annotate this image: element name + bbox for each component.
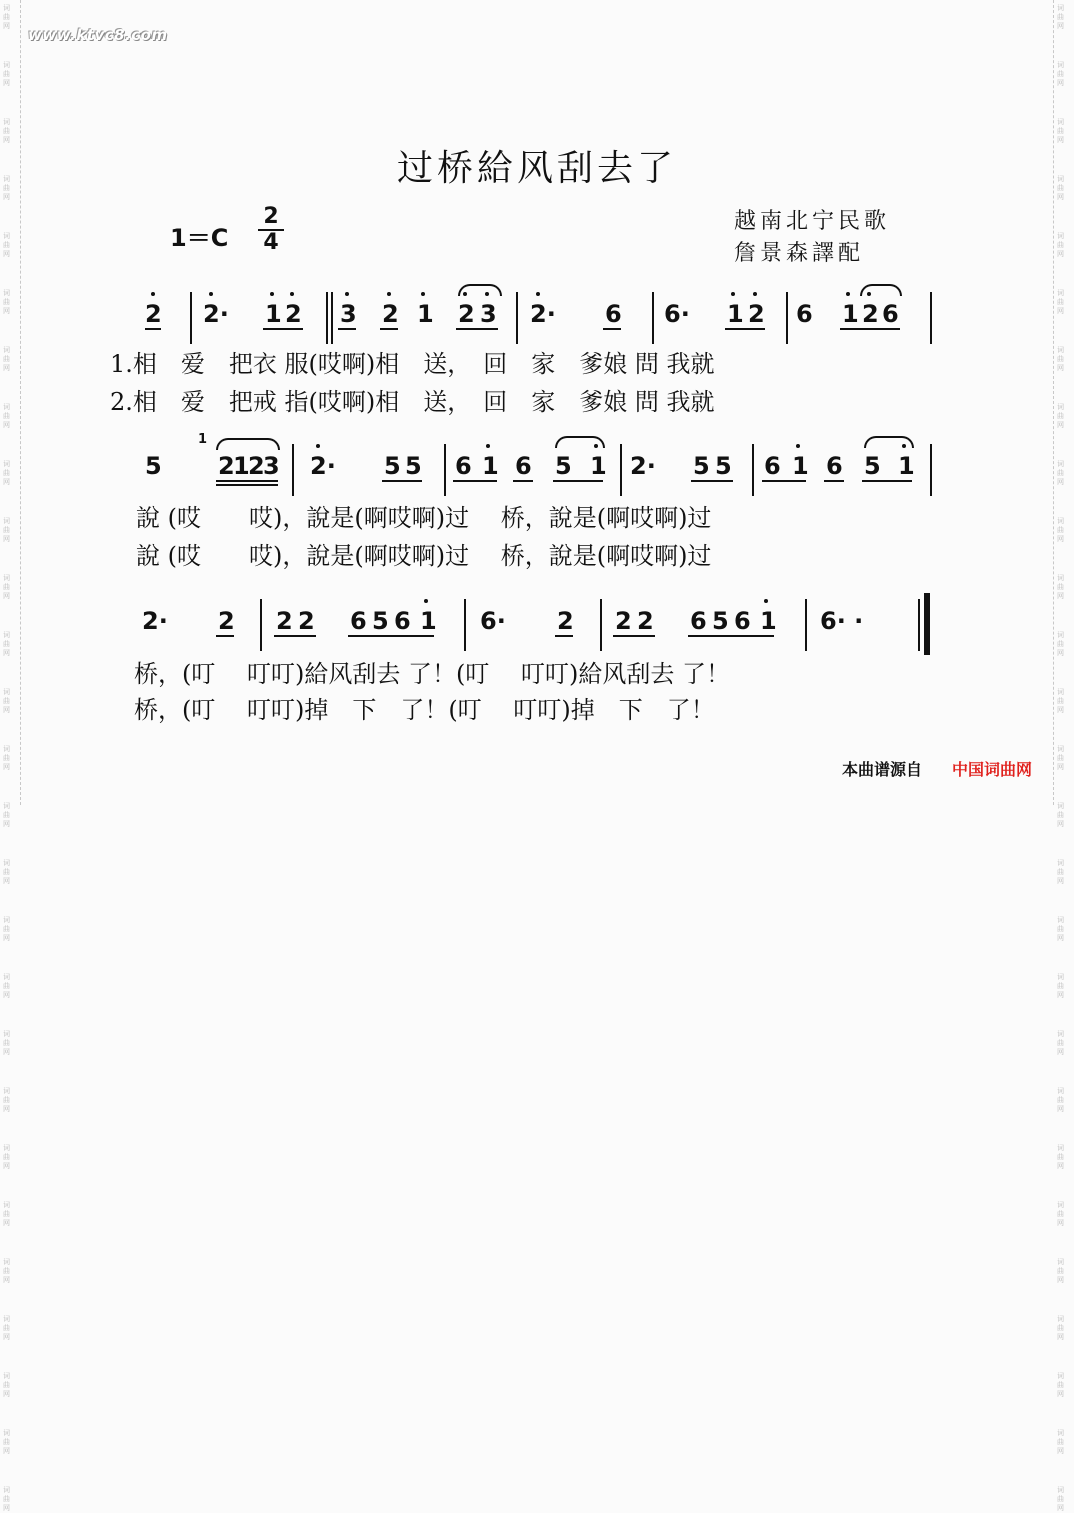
notation-line-1: 2 2· 1 2 3 2 1 2 3 2· 6 6· 1 2 6 1 2 6 — [0, 300, 1074, 350]
site-watermark: www.ktvc8.com — [28, 26, 168, 44]
right-margin-strip — [1053, 0, 1074, 1512]
key-signature: 1＝C — [170, 224, 229, 252]
translator-credit: 詹景森譯配 — [734, 241, 865, 266]
lyric-text: 桥，(叮 叮叮)給风刮去 了！(叮 叮叮)給风刮去 了！ — [134, 660, 730, 688]
notation-line-2: 5 1 2 1 2 3 2· 5 5 6 1 6 5 1 2· 5 5 6 1 6 5 1 — [0, 452, 1074, 502]
site-name-link[interactable]: 中国词曲网 — [952, 760, 1033, 779]
song-title: 过桥給风刮去了 — [396, 148, 677, 189]
source-label: 本曲谱源自 — [842, 760, 923, 779]
song-origin: 越南北宁民歌 — [734, 209, 891, 234]
lyric-text: 2.相 爱 把戒 指(哎啊)相 送， 回 家 爹娘 問 我就 — [110, 388, 715, 416]
lyric-text: 說 (哎 哎)，說是(啊哎啊)过 桥，說是(啊哎啊)过 — [136, 542, 712, 570]
time-signature-bottom: 4 — [263, 230, 279, 255]
lyric-text: 說 (哎 哎)，說是(啊哎啊)过 桥，說是(啊哎啊)过 — [136, 504, 712, 532]
side-watermark: 词 曲 网 词 曲 网 词 曲 网 词 曲 网 词 曲 网 词 曲 网 词 曲 网 词 曲 网 词 曲 网 词 曲 网 词 曲 网 词 曲 网 词 曲 网 词 曲 网 词 曲 网 词 曲 网 词 曲 网 词 曲 网 词 曲 网 词 曲 网 词 曲 网 词 曲 网 词 曲 网 词 曲 网 词 曲 网 词 曲 网 词 曲 网 — [1057, 4, 1064, 1512]
notation-line-3: 2· 2 2 2 6 5 6 1 6· 2 2 2 6 5 6 1 6· · — [0, 607, 1074, 657]
lyric-text: 1.相 爱 把衣 服(哎啊)相 送， 回 家 爹娘 問 我就 — [110, 350, 715, 378]
side-watermark: 词 曲 网 词 曲 网 词 曲 网 词 曲 网 词 曲 网 词 曲 网 词 曲 网 词 曲 网 词 曲 网 词 曲 网 词 曲 网 词 曲 网 词 曲 网 词 曲 网 词 曲 网 词 曲 网 词 曲 网 词 曲 网 词 曲 网 词 曲 网 词 曲 网 词 曲 网 词 曲 网 词 曲 网 词 曲 网 词 曲 网 词 曲 网 — [3, 4, 10, 1512]
lyric-text: 桥，(叮 叮叮)掉 下 了！(叮 叮叮)掉 下 了！ — [134, 696, 715, 724]
time-signature-top: 2 — [263, 204, 279, 229]
left-margin-strip — [0, 0, 21, 1512]
time-signature — [258, 206, 284, 254]
